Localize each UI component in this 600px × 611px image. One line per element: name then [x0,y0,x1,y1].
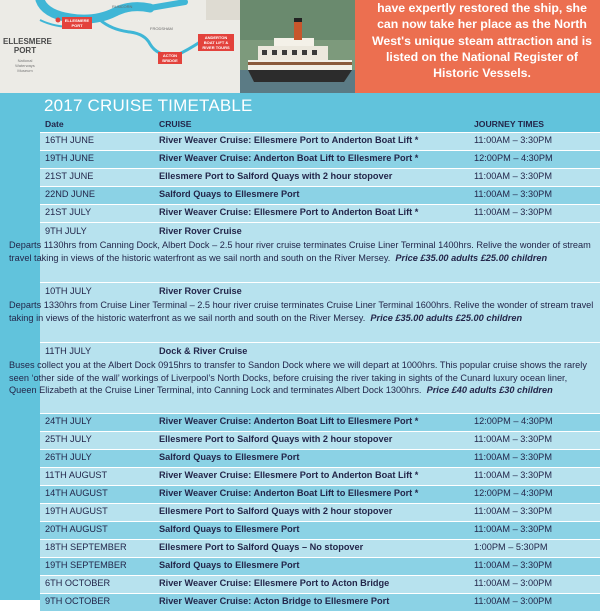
row-cruise: River Weaver Cruise: Ellesmere Port to Acton Bridge [159,578,390,588]
row-time: 11:00AM – 3:00PM [474,596,552,606]
map-tag-ellesmere: ELLESMERE PORT [62,17,92,29]
map-tag-acton: ACTON BRIDGE [158,52,182,64]
table-row [40,204,600,222]
row-date: 22ND JUNE [45,189,96,199]
row-cruise: Salford Quays to Ellesmere Port [159,189,300,199]
row-date: 25TH JULY [45,434,92,444]
row-date: 18TH SEPTEMBER [45,542,127,552]
special-cruise-name: River Rover Cruise [159,226,242,236]
table-row [40,431,600,449]
row-date: 19TH AUGUST [45,506,108,516]
special-price: Price £40 adults £30 children [426,385,553,395]
special-price: Price £35.00 adults £25.00 children [370,312,523,323]
table-row [40,503,600,521]
top-banner [0,0,600,93]
row-date: 20TH AUGUST [45,524,108,534]
steamship-image [240,0,355,93]
table-row [40,485,600,503]
row-cruise: Salford Quays to Ellesmere Port [159,452,300,462]
special-date: 11TH JULY [45,346,92,356]
row-cruise: River Weaver Cruise: Acton Bridge to Ellesmere Port [159,596,390,606]
row-time: 12:00PM – 4:30PM [474,488,553,498]
row-date: 14TH AUGUST [45,488,108,498]
map-label-museum: National Waterways Museum [15,58,35,73]
table-row [40,575,600,593]
map-label-ellesmere-port: ELLESMERE PORT [3,37,52,55]
row-date: 24TH JULY [45,416,92,426]
timetable-title: 2017 CRUISE TIMETABLE [44,96,253,115]
special-description [5,299,600,324]
table-row [40,150,600,168]
row-time: 11:00AM – 3:30PM [474,171,552,181]
special-cruise [9,222,600,282]
intro-text: have expertly restored the ship, she can now take her place as the North West's unique steam attraction and is listed on the National Register of Historic Vessels. [372,1,592,81]
route-map [0,0,240,93]
map-label-frodsham: FRODSHAM [150,26,173,31]
cruise-timetable [0,93,600,606]
row-cruise: River Weaver Cruise: Ellesmere Port to Anderton Boat Lift * [159,470,419,480]
row-date: 6TH OCTOBER [45,578,111,588]
steamship-photo [240,0,355,93]
table-row [40,449,600,467]
special-cruise-name: River Rover Cruise [159,286,242,296]
map-label-runcorn: RUNCORN [112,4,133,9]
special-desc-text: Buses collect you at the Albert Dock 0915hrs to transfer to Sandon Dock where we will depart at 1000hrs. This popular cruise shows the rarely seen ‘other side of the wall’ workings of Liverpool’s North Docks, before cruising the river taking in sights of the Cunard luxury ocean liner, Queen Elizabeth at the Cruise Liner Terminal, into Canning Lock and terminates Albert Dock 1300hrs. [9,360,587,395]
row-cruise: Salford Quays to Ellesmere Port [159,524,300,534]
row-time: 11:00AM – 3:30PM [474,434,552,444]
row-cruise: River Weaver Cruise: Ellesmere Port to Anderton Boat Lift * [159,135,419,145]
timetable-rows [9,132,600,611]
row-time: 12:00PM – 4:30PM [474,416,553,426]
table-row [40,132,600,150]
map-tag-anderton: ANDERTON BOAT LIFT & RIVER TOURS [198,34,234,51]
special-cruise [9,342,600,413]
row-time: 11:00AM – 3:30PM [474,452,552,462]
table-row [40,467,600,485]
row-date: 19TH SEPTEMBER [45,560,127,570]
row-date: 19TH JUNE [45,153,95,163]
row-time: 11:00AM – 3:30PM [474,470,552,480]
special-date: 10TH JULY [45,286,92,296]
row-date: 21ST JULY [45,207,92,217]
column-journey-times: JOURNEY TIMES [474,119,545,129]
row-cruise: River Weaver Cruise: Ellesmere Port to Anderton Boat Lift * [159,207,419,217]
row-cruise: Ellesmere Port to Salford Quays – No stopover [159,542,364,552]
row-date: 26TH JULY [45,452,92,462]
row-time: 11:00AM – 3:00PM [474,578,552,588]
table-row [40,521,600,539]
row-time: 11:00AM – 3:30PM [474,560,552,570]
row-cruise: Ellesmere Port to Salford Quays with 2 hour stopover [159,171,393,181]
row-date: 16TH JUNE [45,135,95,145]
table-row [40,593,600,611]
row-cruise: Ellesmere Port to Salford Quays with 2 hour stopover [159,434,393,444]
table-row [40,413,600,431]
row-time: 11:00AM – 3:30PM [474,135,552,145]
timetable-header [0,118,600,132]
row-cruise: Salford Quays to Ellesmere Port [159,560,300,570]
row-time: 11:00AM – 3:30PM [474,524,552,534]
special-desc-text: Departs 1330hrs from Cruise Liner Terminal – 2.5 hour river cruise terminates Cruise Liner Terminal 1600hrs. Relive the wonder of stream travel taking in views of the historic waterfront as we sail north and south on the River Mersey. [9,300,594,323]
special-cruise-name: Dock & River Cruise [159,346,248,356]
table-row [40,557,600,575]
special-price: Price £35.00 adults £25.00 children [395,252,548,263]
row-cruise: River Weaver Cruise: Anderton Boat Lift to Ellesmere Port * [159,488,419,498]
table-row [40,168,600,186]
row-cruise: River Weaver Cruise: Anderton Boat Lift to Ellesmere Port * [159,416,419,426]
special-description [5,239,600,264]
row-time: 12:00PM – 4:30PM [474,153,553,163]
intro-panel [355,0,600,93]
special-date: 9TH JULY [45,226,87,236]
special-cruise [9,282,600,342]
row-date: 21ST JUNE [45,171,94,181]
row-time: 11:00AM – 3:30PM [474,506,552,516]
table-row [40,186,600,204]
row-time: 11:00AM – 3:30PM [474,189,552,199]
column-date: Date [45,119,64,129]
special-description [5,359,600,397]
table-row [40,539,600,557]
special-desc-text: Departs 1130hrs from Canning Dock, Albert Dock – 2.5 hour river cruise terminates Cruise Liner Terminal 1400hrs. Relive the wonder of stream travel taking in views of the historic waterfront as we sail north and south on the River Mersey. [9,240,591,263]
row-time: 1:00PM – 5:30PM [474,542,548,552]
row-date: 9TH OCTOBER [45,596,111,606]
column-cruise: CRUISE [159,119,192,129]
row-time: 11:00AM – 3:30PM [474,207,552,217]
row-date: 11TH AUGUST [45,470,108,480]
row-cruise: River Weaver Cruise: Anderton Boat Lift to Ellesmere Port * [159,153,419,163]
row-cruise: Ellesmere Port to Salford Quays with 2 hour stopover [159,506,393,516]
